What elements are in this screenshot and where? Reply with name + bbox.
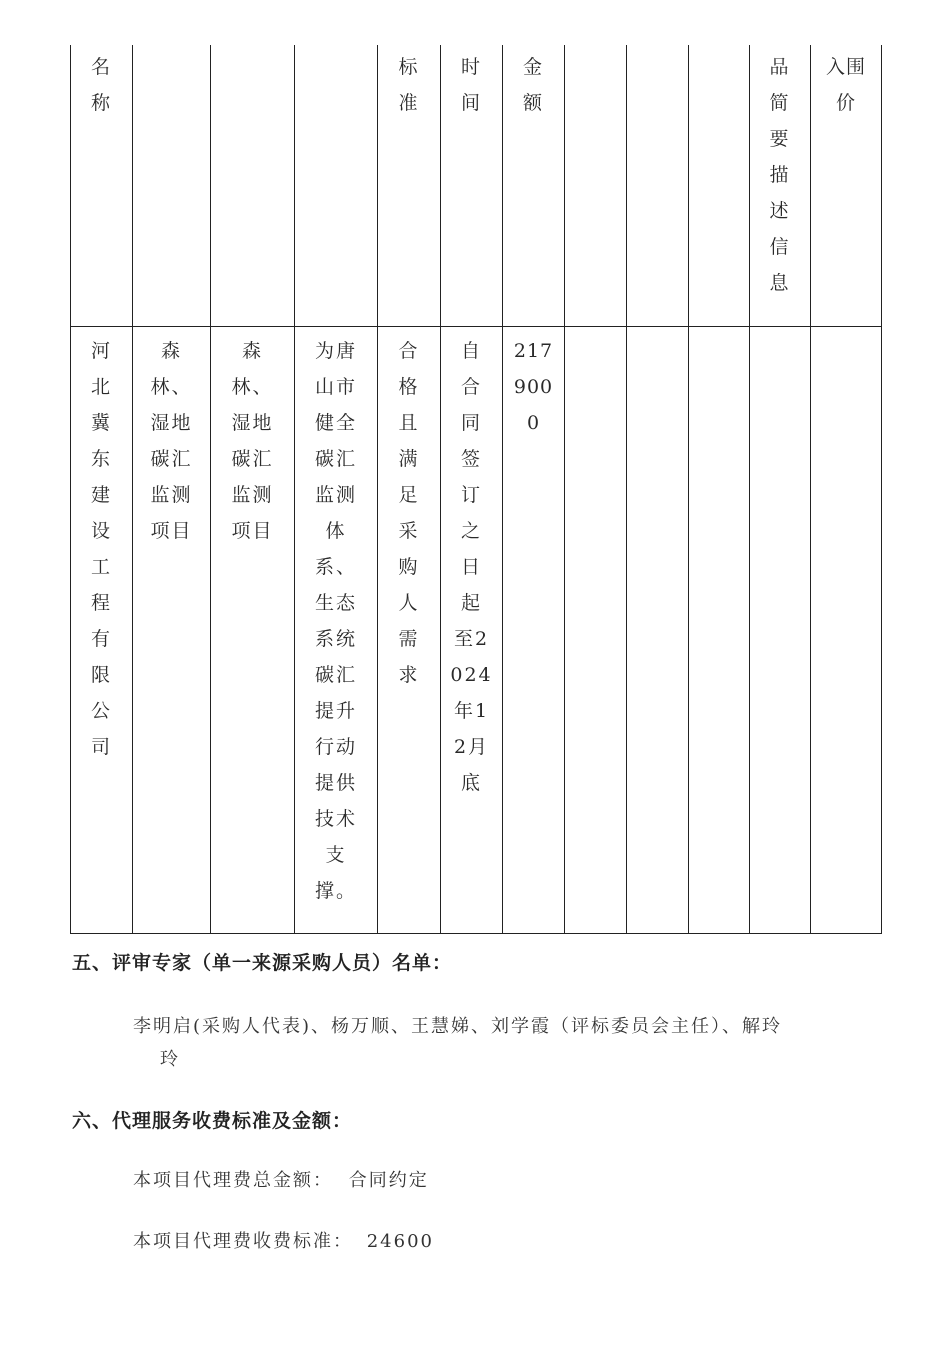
- header-cell: 时 间: [441, 45, 503, 327]
- header-cell: 标 准: [378, 45, 441, 327]
- header-cell: 名 称: [71, 45, 133, 327]
- header-cell: [211, 45, 295, 327]
- fee-standard-label: 本项目代理费收费标准：: [133, 1231, 353, 1252]
- header-cell: [565, 45, 627, 327]
- table-cell: 河 北 冀 东 建 设 工 程 有 限 公 司: [71, 327, 133, 934]
- header-cell: [627, 45, 689, 327]
- table-cell: 为唐 山市 健全 碳汇 监测 体 系、 生态 系统 碳汇 提升 行动 提供 技术 支 撑。: [295, 327, 378, 934]
- result-table: [70, 45, 882, 934]
- table-cell: [565, 327, 627, 934]
- header-cell: [133, 45, 211, 327]
- header-cell: 品 简 要 描 述 信 息: [750, 45, 811, 327]
- header-cell: 金 额: [503, 45, 565, 327]
- section-5-heading: 五、评审专家（单一来源采购人员）名单：: [72, 952, 453, 974]
- table-row: [71, 327, 882, 934]
- fee-standard-value: 24600: [366, 1231, 434, 1252]
- table-cell: [689, 327, 750, 934]
- table-cell: 217 900 0: [503, 327, 565, 934]
- table-cell: [627, 327, 689, 934]
- fee-total-value: 合同约定: [348, 1170, 429, 1191]
- experts-list-continued: 玲: [160, 1049, 180, 1070]
- header-cell: 入围 价: [811, 45, 882, 327]
- section-6-heading: 六、代理服务收费标准及金额：: [72, 1110, 353, 1132]
- fee-standard-line: [133, 1227, 434, 1253]
- fee-total-label: 本项目代理费总金额：: [133, 1170, 333, 1191]
- table-cell: 合 格 且 满 足 采 购 人 需 求: [378, 327, 441, 934]
- table-cell: [811, 327, 882, 934]
- table-cell: 森 林、 湿地 碳汇 监测 项目: [211, 327, 295, 934]
- table-header-row: [71, 45, 882, 327]
- experts-list: 李明启(采购人代表)、杨万顺、王慧娣、刘学霞（评标委员会主任）、解玲: [133, 1016, 783, 1037]
- table-cell: [750, 327, 811, 934]
- procurement-table: [70, 45, 881, 930]
- header-cell: [295, 45, 378, 327]
- table-cell: 森 林、 湿地 碳汇 监测 项目: [133, 327, 211, 934]
- table-cell: 自 合 同 签 订 之 日 起 至2 024 年1 2月 底: [441, 327, 503, 934]
- fee-total-line: [133, 1166, 429, 1192]
- header-cell: [689, 45, 750, 327]
